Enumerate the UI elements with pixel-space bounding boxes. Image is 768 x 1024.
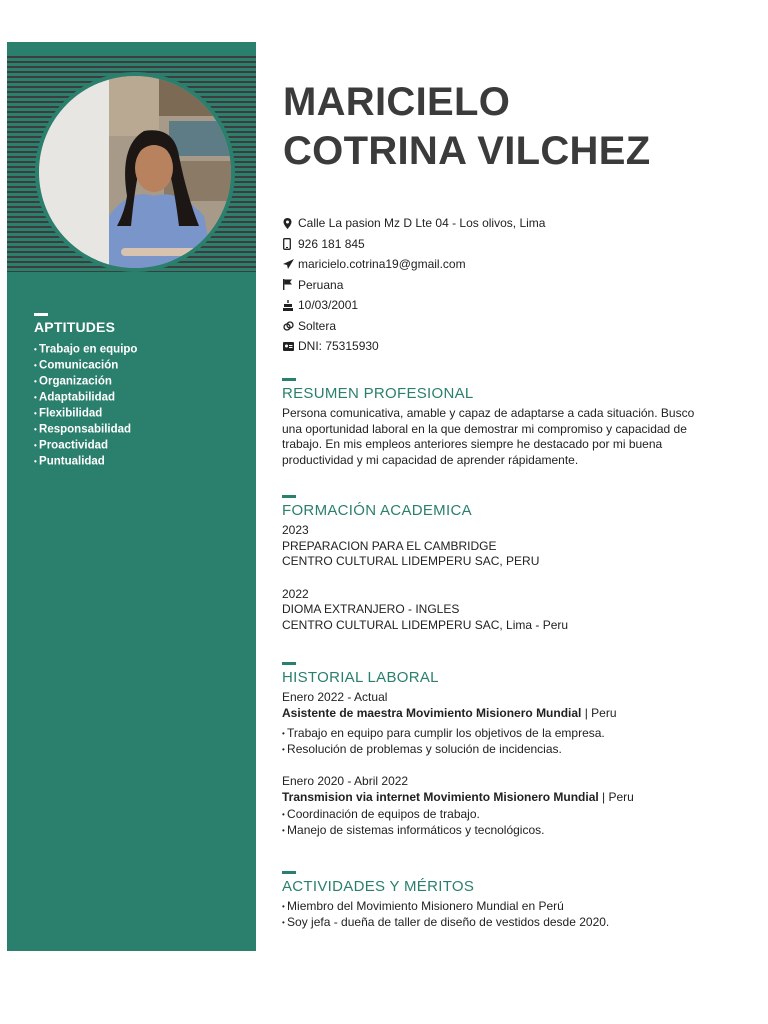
list-item: • Soy jefa - dueña de taller de diseño de vestidos desde 2020.: [282, 915, 732, 931]
work-role-line: [282, 706, 732, 722]
work-entry: [282, 774, 732, 838]
education-entry: [282, 587, 732, 634]
contact-info: [283, 213, 545, 357]
work-tasks: [282, 726, 732, 757]
contact-birthdate: 10/03/2001: [283, 295, 545, 316]
contact-phone: 926 181 845: [283, 234, 545, 255]
cake-icon: [283, 300, 298, 311]
activities-title: ACTIVIDADES Y MÉRITOS: [282, 878, 475, 895]
education-institution: CENTRO CULTURAL LIDEMPERU SAC, PERU: [282, 554, 540, 568]
work-entry: [282, 690, 732, 757]
list-item: • Miembro del Movimiento Misionero Mundial en Perú: [282, 899, 732, 915]
list-item: • Organización: [34, 374, 137, 390]
contact-nationality: Peruana: [283, 275, 545, 296]
send-icon: [283, 259, 298, 269]
work-tasks: [282, 807, 732, 838]
summary-line: trabajo. En mis empleos anteriores siempre he destacado por mi buena: [282, 437, 663, 451]
list-item: • Flexibilidad: [34, 406, 137, 422]
work-role: Asistente de maestra Movimiento Misionero Mundial: [282, 705, 582, 720]
summary-line: Persona comunicativa, amable y capaz de adaptarse a cada situación. Busco: [282, 406, 695, 420]
summary-line: una oportunidad laboral en la que demostrar mi compromiso y capacidad de: [282, 421, 687, 436]
list-item: • Proactividad: [34, 438, 137, 454]
work-section: [282, 662, 732, 838]
education-year: 2022: [282, 586, 309, 601]
phone-icon: [283, 238, 298, 250]
work-title: HISTORIAL LABORAL: [282, 669, 439, 686]
list-item: • Trabajo en equipo para cumplir los objetivos de la empresa.: [282, 726, 732, 742]
list-item: • Adaptabilidad: [34, 390, 137, 406]
full-name: [283, 78, 650, 176]
summary-title: RESUMEN PROFESIONAL: [282, 385, 474, 402]
rings-icon: [283, 321, 298, 331]
education-program: PREPARACION PARA EL CAMBRIDGE: [282, 538, 497, 553]
work-role: Transmision via internet Movimiento Misionero Mundial: [282, 789, 599, 804]
education-entry: [282, 523, 732, 570]
activities-list: [282, 899, 732, 930]
activities-section: [282, 871, 732, 930]
flag-icon: [283, 279, 298, 290]
summary-line: productividad y mi capacidad de aprender rápidamente.: [282, 452, 579, 467]
contact-address: Calle La pasion Mz D Lte 04 - Los olivos, Lima: [283, 213, 545, 234]
aptitudes-list: [34, 342, 137, 470]
section-accent-bar: [282, 662, 296, 665]
list-item: • Responsabilidad: [34, 422, 137, 438]
list-item: • Coordinación de equipos de trabajo.: [282, 807, 732, 823]
aptitudes-accent-bar: [34, 313, 48, 316]
aptitudes-title: APTITUDES: [34, 319, 116, 335]
contact-marital-status: Soltera: [283, 316, 545, 337]
id-card-icon: [283, 342, 298, 351]
work-period: Enero 2020 - Abril 2022: [282, 774, 409, 789]
section-accent-bar: [282, 378, 296, 381]
section-accent-bar: [282, 495, 296, 498]
work-location: | Peru: [598, 789, 634, 804]
contact-email: maricielo.cotrina19@gmail.com: [283, 254, 545, 275]
work-period: Enero 2022 - Actual: [282, 690, 388, 704]
list-item: • Manejo de sistemas informáticos y tecnológicos.: [282, 823, 732, 839]
education-program: DIOMA EXTRANJERO - INGLES: [282, 602, 460, 616]
sidebar: [7, 42, 256, 951]
profile-photo: [39, 76, 231, 268]
name-line-2: COTRINA VILCHEZ: [283, 129, 651, 173]
list-item: • Puntualidad: [34, 454, 137, 470]
work-role-line: [282, 790, 732, 806]
education-institution: CENTRO CULTURAL LIDEMPERU SAC, Lima - Peru: [282, 617, 569, 632]
summary-section: [282, 378, 732, 468]
list-item: • Trabajo en equipo: [34, 342, 137, 358]
list-item: • Resolución de problemas y solución de incidencias.: [282, 742, 732, 758]
work-location: | Peru: [581, 705, 617, 720]
location-pin-icon: [283, 218, 298, 229]
name-line-1: MARICIELO: [283, 80, 511, 124]
education-year: 2023: [282, 523, 309, 537]
list-item: • Comunicación: [34, 358, 137, 374]
section-accent-bar: [282, 871, 296, 874]
contact-dni: DNI: 75315930: [283, 336, 545, 357]
education-section: [282, 495, 732, 633]
education-title: FORMACIÓN ACADEMICA: [282, 502, 472, 519]
